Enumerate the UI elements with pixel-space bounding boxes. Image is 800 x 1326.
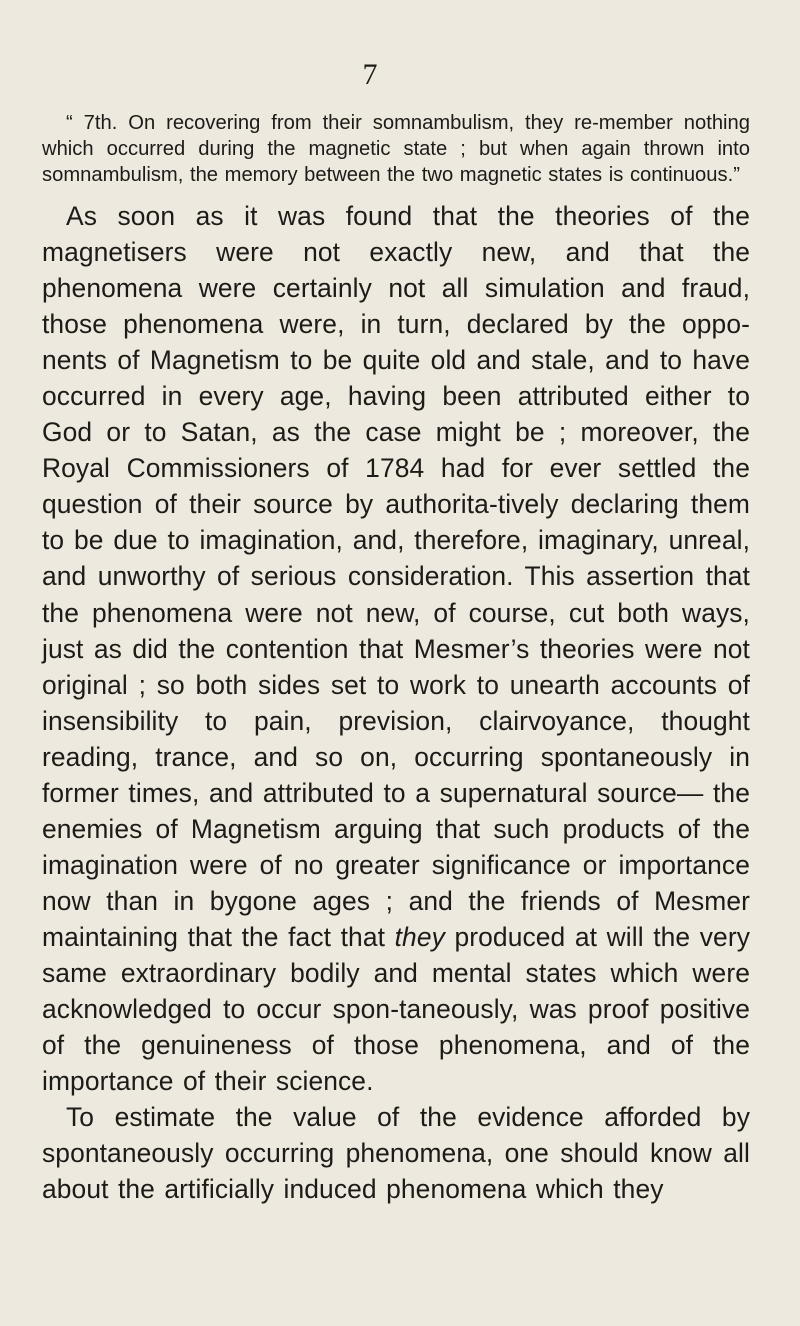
paragraph-text: As soon as it was found that the theories of the magnetisers were not exactly new, and that the phenomena were certainly not all simulation and fraud, those phenomena were, in turn, declared by the oppo-nents of Magnetism to be quite old and stale, and to have occurred in every age, having been attributed either to God or to Satan, as the case might be ; moreover, the Royal Commissioners of 1784 had for ever settled the question of their source by authorita-tively declaring them to be due to imagination, and, therefore, imaginary, unreal, and unworthy of serious consideration. This assertion that the phenomena were not new, of course, cut both ways, just as did the contention that Mesmer’s theories were not original ; so both sides set to work to unearth accounts of insensibility to pain, prevision, clairvoyance, thought reading, trance, and so on, occurring spontaneously in former times, and attributed to a supernatural source— the enemies of Magnetism arguing that such products of the imagination were of no greater significance or importance now than in bygone ages ; and the friends of Mesmer maintaining that the fact that [42,201,750,952]
body-paragraph [42,198,750,1099]
paragraph-text-continued: produced at will the very same extraordinary bodily and mental states which were acknowledged to occur spon-taneously, was proof positive of the genuineness of those phenomena, and of the importance of their science. [42,921,751,1097]
body-paragraph: To estimate the value of the evidence afforded by spontaneously occurring phenomena, one should know all about the artificially induced phenomena which they [42,1102,750,1205]
quoted-passage: “ 7th. On recovering from their somnambulism, they re-member nothing which occurred during the magnetic state ; but when again thrown into somnambulism, the memory between the two magnetic states is continuous.” [42,112,750,186]
italic-word: they [394,921,445,952]
page-number: 7 [362,58,378,91]
text-column [42,110,750,1207]
